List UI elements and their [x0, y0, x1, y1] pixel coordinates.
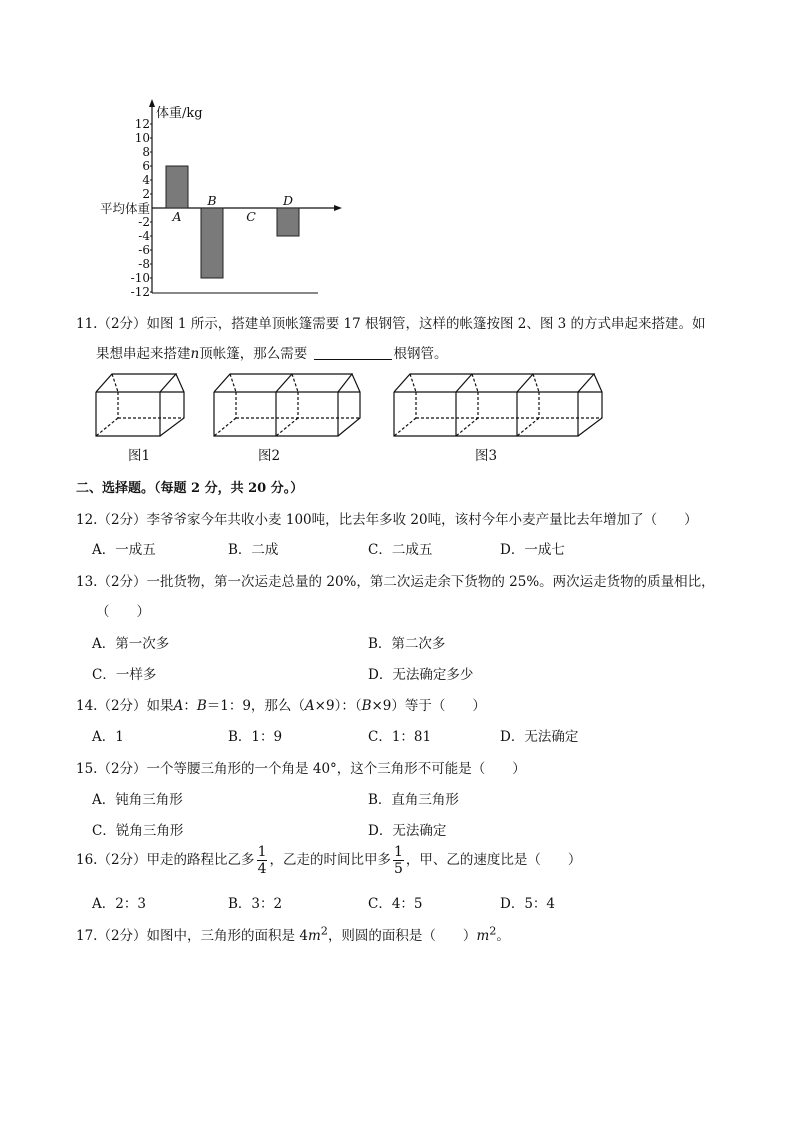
- q14-option-c[interactable]: C．1：81: [368, 729, 432, 745]
- fig1-label: 图1: [128, 448, 151, 464]
- fraction-one-fourth: $\frac{1}{4}$: [257, 844, 267, 877]
- bar-d: [277, 208, 299, 236]
- q15-option-d[interactable]: D．无法确定: [368, 823, 447, 839]
- y-tick-label: -10: [130, 271, 150, 285]
- y-tick-label: 12: [134, 117, 150, 131]
- q11-stem-line1: 11.（2分）如图 1 所示，搭建单顶帐篷需要 17 根钢管，这样的帐篷按图 2、图 3 的方式串起来搭建。如: [76, 316, 706, 332]
- y-tick-label: -4: [138, 229, 150, 243]
- q12-option-a[interactable]: A．一成五: [92, 542, 156, 558]
- q13-option-c[interactable]: C．一样多: [92, 667, 157, 683]
- weight-bar-chart: [80, 95, 360, 305]
- category-label-d: D: [282, 193, 294, 208]
- q16-option-c[interactable]: C．4：5: [368, 896, 423, 912]
- q12-option-c[interactable]: C．二成五: [368, 542, 433, 558]
- y-tick-label: 8: [142, 145, 150, 159]
- y-tick-label: -2: [138, 215, 150, 229]
- y-tick-label: -8: [138, 257, 150, 271]
- fig3-label: 图3: [475, 448, 498, 464]
- q11-answer-blank[interactable]: [314, 345, 392, 360]
- q14-option-d[interactable]: D．无法确定: [500, 729, 579, 745]
- q13-option-a[interactable]: A．第一次多: [92, 636, 170, 652]
- q13-stem: 13.（2分）一批货物，第一次运走总量的 20%，第二次运走余下货物的 25%。两次运走货物的质量相比，: [76, 574, 715, 590]
- bar-b: [201, 208, 223, 278]
- q11-stem-line2: 果想串起来搭建n顶帐篷，那么需要 根钢管。: [96, 346, 448, 362]
- y-axis-label: 体重/kg: [156, 106, 203, 121]
- q15-option-c[interactable]: C．锐角三角形: [92, 823, 184, 839]
- y-tick-label: -12: [130, 285, 150, 299]
- q12-option-d[interactable]: D．一成七: [500, 542, 565, 558]
- tent-figures: [88, 368, 618, 464]
- y-tick-label: -6: [138, 243, 150, 257]
- q13-option-b[interactable]: B．第二次多: [368, 636, 446, 652]
- fraction-one-fifth: $\frac{1}{5}$: [393, 844, 403, 877]
- tent-figure-1: [96, 374, 184, 436]
- q15-option-b[interactable]: B．直角三角形: [368, 792, 459, 808]
- q13-option-d[interactable]: D．无法确定多少: [368, 667, 474, 683]
- q14-option-b[interactable]: B．1：9: [228, 729, 283, 745]
- section-2-heading: 二、选择题。（每题 2 分，共 20 分。）: [76, 481, 304, 496]
- q17-stem: 17.（2分）如图中，三角形的面积是 $4m^2$，则圆的面积是（ ）$m^2$。: [76, 924, 510, 944]
- q13-stem-2: （ ）: [96, 604, 150, 620]
- category-label-c: C: [246, 209, 256, 224]
- q16-option-b[interactable]: B．3：2: [228, 896, 283, 912]
- tent-figure-3: [394, 374, 602, 436]
- tent-figure-2: [214, 374, 360, 436]
- y-tick-label: 4: [142, 173, 150, 187]
- q14-option-a[interactable]: A．1: [92, 729, 124, 745]
- fig2-label: 图2: [258, 448, 281, 464]
- q12-option-b[interactable]: B．二成: [228, 542, 279, 558]
- y-tick-label: 2: [142, 187, 150, 201]
- category-label-a: A: [172, 209, 182, 224]
- q15-option-a[interactable]: A．钝角三角形: [92, 792, 183, 808]
- y-tick-label: 10: [134, 131, 150, 145]
- y-tick-label: 6: [142, 159, 150, 173]
- x-axis-arrow: [334, 205, 342, 211]
- y-axis-arrow: [149, 99, 155, 107]
- q15-stem: 15.（2分）一个等腰三角形的一个角是 40°，这个三角形不可能是（ ）: [76, 761, 526, 777]
- bar-a: [166, 166, 188, 208]
- q16-option-d[interactable]: D．5：4: [500, 896, 556, 912]
- q16-stem: 16.（2分）甲走的路程比乙多 $\frac{1}{4}$ ，乙走的时间比甲多 $\frac{1}{5}$ ，甲、乙的速度比是（ ）: [76, 844, 582, 877]
- q16-option-a[interactable]: A．2：3: [92, 896, 146, 912]
- category-label-b: B: [207, 193, 217, 208]
- q14-stem: 14.（2分）如果A：B＝1：9，那么（A×9）：（B×9）等于（ ）: [76, 698, 486, 714]
- baseline-label: 平均体重: [99, 201, 150, 216]
- q12-stem: 12.（2分）李爷爷家今年共收小麦 100吨，比去年多收 20吨，该村今年小麦产量比去年增加了（ ）: [76, 512, 698, 528]
